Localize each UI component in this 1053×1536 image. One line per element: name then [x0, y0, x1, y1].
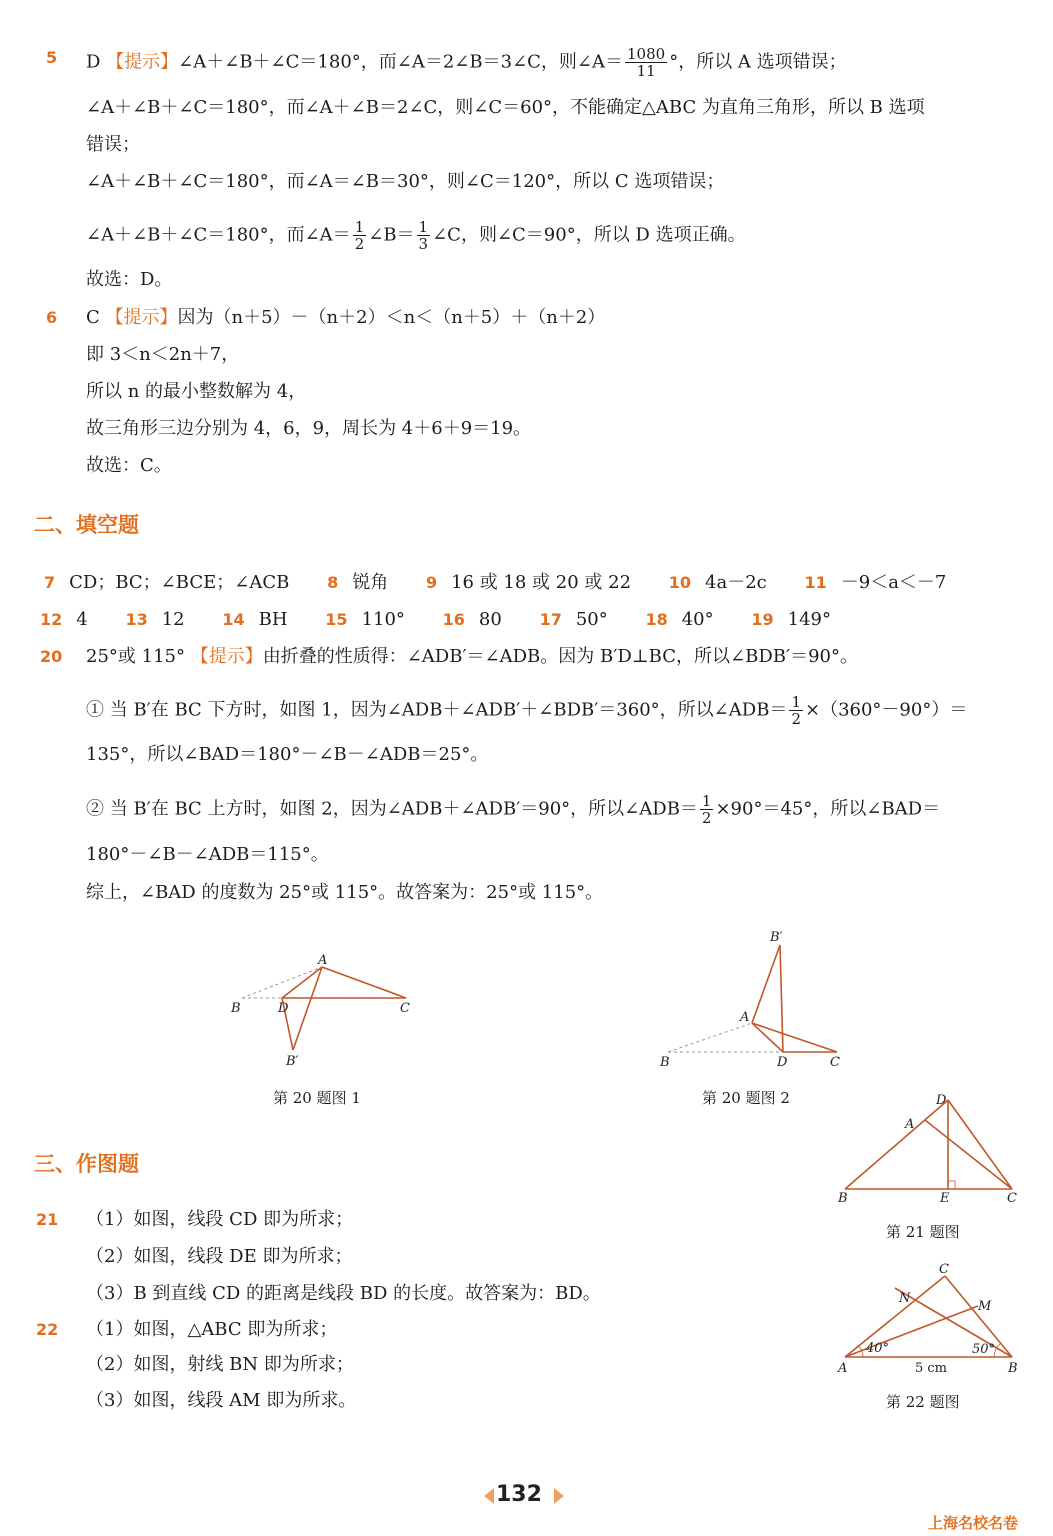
fill-answers-row-2	[40, 608, 863, 632]
point-label: B	[838, 1191, 848, 1206]
point-label: B′	[286, 1054, 299, 1069]
segment-AC	[925, 1120, 1012, 1189]
text: ×（360°－90°）＝	[804, 699, 968, 721]
figure-20-1	[220, 950, 420, 1070]
answer: 149°	[787, 609, 831, 630]
point-label: D	[936, 1093, 947, 1108]
q22-line-1: （1）如图，△ABC 即为所求；	[86, 1319, 338, 1340]
question-number: 13	[125, 610, 148, 629]
brand-label: 上海名校名卷	[928, 1514, 1019, 1532]
fraction: $\frac{1}{2}$	[791, 693, 801, 728]
q22-line-3: （3）如图，线段 AM 即为所求。	[86, 1390, 357, 1411]
q20-line-2	[86, 694, 967, 727]
figure-22	[830, 1260, 1030, 1385]
point-label: N	[899, 1291, 911, 1306]
q20-line-4	[86, 793, 940, 826]
section-title-fill-in: 二、填空题	[34, 513, 139, 537]
q5-line-3: 错误；	[86, 134, 140, 155]
text: °，所以 A 选项错误；	[669, 51, 847, 73]
q5-line-5	[86, 219, 746, 252]
point-label: A	[740, 1010, 750, 1025]
right-angle-mark	[948, 1181, 955, 1189]
answer: －9＜a＜－7	[840, 572, 947, 593]
answer: BH	[258, 609, 288, 630]
text: ×90°＝45°，所以∠BAD＝	[715, 798, 941, 820]
answer: 4a－2c	[705, 572, 767, 593]
figure-caption: 第 20 题图 1	[273, 1089, 361, 1107]
q20-line-5: 180°－∠B－∠ADB＝115°。	[86, 844, 329, 865]
point-label: B	[660, 1055, 670, 1070]
point-label: D	[278, 1001, 289, 1016]
question-number: 17	[539, 610, 562, 629]
answer-choice: C	[86, 307, 100, 328]
q21-line-3: （3）B 到直线 CD 的距离是线段 BD 的长度。故答案为：BD。	[86, 1283, 601, 1304]
segment	[752, 945, 780, 1023]
section-title-drawing: 三、作图题	[34, 1152, 139, 1176]
text: ① 当 B′在 BC 下方时，如图 1，因为∠ADB＋∠ADB′＋∠BDB′＝360°，所以∠ADB＝	[86, 699, 788, 721]
answer: 40°	[681, 609, 714, 630]
question-number: 7	[44, 573, 56, 592]
angle-label: 40°	[866, 1341, 890, 1356]
question-number: 21	[36, 1210, 59, 1229]
right-arrow-icon	[554, 1488, 564, 1504]
answer: 4	[76, 609, 88, 630]
q6-line-4: 故三角形三边分别为 4，6，9，周长为 4＋6＋9＝19。	[86, 418, 532, 439]
text: ∠B＝	[368, 224, 415, 246]
dashed-line	[668, 1023, 752, 1052]
fill-answers-row-1	[44, 571, 978, 595]
page-number: 132	[496, 1482, 542, 1507]
q6-line-5: 故选：C。	[86, 455, 172, 476]
q6-line-1	[86, 306, 605, 330]
q21-line-2: （2）如图，线段 DE 即为所求；	[86, 1246, 353, 1267]
segment	[752, 1023, 837, 1052]
fraction: $\frac{1080}{11}$	[627, 45, 666, 80]
segment	[780, 945, 783, 1052]
left-arrow-icon	[484, 1488, 494, 1504]
question-number: 11	[804, 573, 827, 592]
answer-choice: D	[86, 51, 101, 73]
question-number: 20	[40, 647, 63, 666]
question-number: 10	[668, 573, 692, 592]
question-number: 6	[46, 308, 58, 327]
question-number: 14	[222, 610, 245, 629]
point-label: C	[1007, 1191, 1017, 1206]
q20-line-1	[86, 645, 858, 669]
question-number: 12	[40, 610, 63, 629]
length-label: 5 cm	[915, 1361, 948, 1376]
text: ② 当 B′在 BC 上方时，如图 2，因为∠ADB＋∠ADB′＝90°，所以∠ADB＝	[86, 798, 698, 820]
q22-line-2: （2）如图，射线 BN 即为所求；	[86, 1354, 354, 1375]
question-number: 9	[425, 573, 438, 592]
question-number: 18	[645, 610, 668, 629]
segment-DC	[948, 1100, 1012, 1189]
point-label: A	[905, 1117, 915, 1132]
point-label: C	[939, 1262, 949, 1277]
text: ∠C，则∠C＝90°，所以 D 选项正确。	[432, 224, 746, 246]
segment	[752, 1023, 783, 1052]
q20-line-3: 135°，所以∠BAD＝180°－∠B－∠ADB＝25°。	[86, 744, 489, 765]
point-label: C	[400, 1001, 410, 1016]
text: 由折叠的性质得：∠ADB′＝∠ADB。因为 B′D⊥BC，所以∠BDB′＝90°。	[262, 646, 858, 667]
segment	[322, 967, 406, 998]
figure-21	[830, 1085, 1030, 1210]
q5-line-6: 故选：D。	[86, 269, 173, 290]
point-label: M	[978, 1299, 992, 1314]
answer: 25°或 115°	[86, 646, 185, 667]
text: 因为（n＋5）－（n＋2）＜n＜（n＋5）＋（n＋2）	[177, 307, 606, 328]
answer: 12	[161, 609, 185, 630]
fraction: $\frac{1}{3}$	[418, 218, 429, 253]
point-label: B′	[770, 930, 783, 945]
question-number: 22	[36, 1320, 59, 1339]
segment-BD	[845, 1100, 948, 1189]
dashed-line	[242, 967, 322, 998]
angle-label: 50°	[972, 1342, 996, 1357]
question-number: 5	[46, 48, 58, 67]
hint-tag: 【提示】	[190, 646, 263, 667]
q6-line-2: 即 3＜n＜2n＋7，	[86, 344, 240, 365]
point-label: B	[231, 1001, 241, 1016]
hint-tag: 【提示】	[106, 51, 179, 73]
answer: 16 或 18 或 20 或 22	[451, 572, 632, 593]
question-number: 8	[327, 573, 339, 592]
point-label: A	[838, 1361, 848, 1376]
q5-line-1	[86, 46, 847, 79]
fraction: $\frac{1}{2}$	[354, 218, 365, 253]
q5-line-4: ∠A＋∠B＋∠C＝180°，而∠A＝∠B＝30°，则∠C＝120°，所以 C 选项错误；	[86, 171, 725, 192]
figure-caption: 第 21 题图	[886, 1223, 960, 1241]
segment-AM	[845, 1306, 978, 1357]
text: ∠A＋∠B＋∠C＝180°，而∠A＝2∠B＝3∠C，则∠A＝	[178, 51, 624, 73]
answer: 80	[478, 609, 502, 630]
hint-tag: 【提示】	[105, 307, 178, 328]
question-number: 16	[442, 610, 465, 629]
figure-caption: 第 22 题图	[886, 1393, 960, 1411]
point-label: B	[1008, 1361, 1018, 1376]
fraction: $\frac{1}{2}$	[701, 792, 712, 827]
answer: CD；BC；∠BCE；∠ACB	[69, 572, 290, 593]
answer: 50°	[575, 609, 608, 630]
figure-20-2	[650, 925, 850, 1075]
point-label: E	[940, 1191, 950, 1206]
q20-line-6: 综上，∠BAD 的度数为 25°或 115°。故答案为：25°或 115°。	[86, 882, 604, 903]
point-label: A	[318, 953, 328, 968]
point-label: C	[830, 1055, 840, 1070]
q21-line-1: （1）如图，线段 CD 即为所求；	[86, 1209, 354, 1230]
segment	[293, 967, 322, 1050]
question-number: 15	[325, 610, 348, 629]
text: ∠A＋∠B＋∠C＝180°，而∠A＝	[86, 224, 351, 246]
figure-caption: 第 20 题图 2	[702, 1089, 790, 1107]
answer: 110°	[361, 609, 405, 630]
q6-line-3: 所以 n 的最小整数解为 4，	[86, 381, 307, 402]
answer: 锐角	[352, 572, 389, 593]
question-number: 19	[751, 610, 774, 629]
q5-line-2: ∠A＋∠B＋∠C＝180°，而∠A＋∠B＝2∠C，则∠C＝60°，不能确定△ABC 为直角三角形，所以 B 选项	[86, 97, 925, 118]
point-label: D	[777, 1055, 788, 1070]
